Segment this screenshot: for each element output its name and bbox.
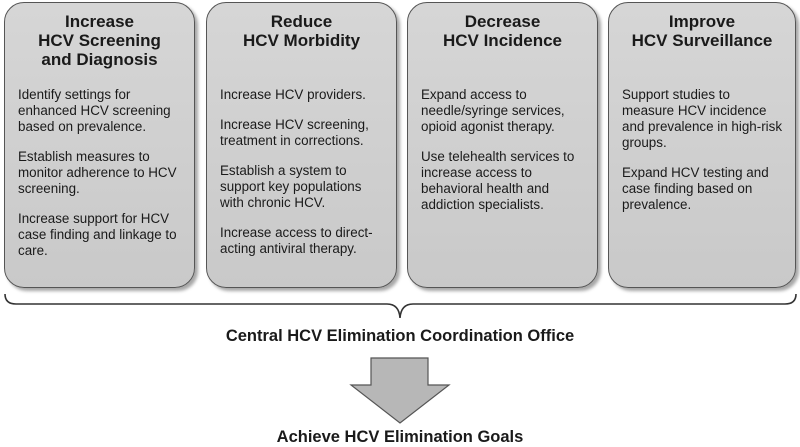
card-item: Use telehealth services to increase access to behavioral health and addiction specialists. <box>421 149 575 212</box>
elimination-goal-label: Achieve HCV Elimination Goals <box>276 428 524 446</box>
card-item: Establish a system to support key populations with chronic HCV. <box>220 163 362 210</box>
card-item: Identify settings for enhanced HCV screening based on prevalence. <box>18 87 171 134</box>
card-item: Increase support for HCV case finding and linkage to care. <box>18 211 177 258</box>
card-item: Increase HCV providers. <box>220 87 366 102</box>
card-item: Expand HCV testing and case finding based on prevalence. <box>622 165 769 212</box>
card-title: Increase HCV Screening and Diagnosis <box>38 12 161 69</box>
card-item: Increase HCV screening, treatment in corrections. <box>220 117 369 148</box>
card-item: Support studies to measure HCV incidence and prevalence in high-risk groups. <box>622 87 783 150</box>
card-item: Expand access to needle/syringe services, opioid agonist therapy. <box>421 87 565 134</box>
card-title: Improve HCV Surveillance <box>631 12 773 50</box>
card-item: Increase access to direct-acting antiviral therapy. <box>220 225 373 256</box>
card-item: Establish measures to monitor adherence to HCV screening. <box>18 149 177 196</box>
card-title: Reduce HCV Morbidity <box>242 12 361 50</box>
card-title: Decrease HCV Incidence <box>442 12 563 50</box>
coordination-office-label: Central HCV Elimination Coordination Office <box>225 327 575 345</box>
